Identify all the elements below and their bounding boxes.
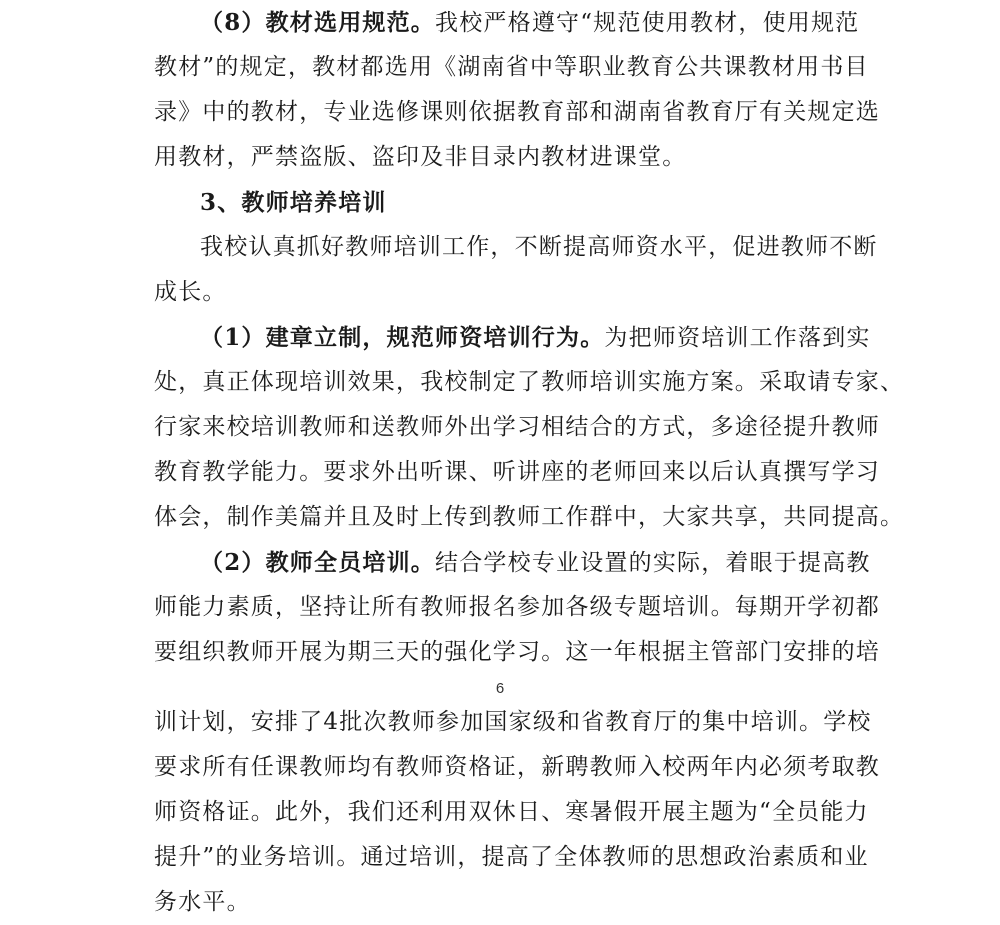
paragraph-lead-bold: （8）教材选用规范。 xyxy=(200,9,436,36)
paragraph-intro-line-1: 我校认真抓好教师培训工作，不断提高师资水平，促进教师不断 xyxy=(200,234,878,260)
paragraph-lead-bold: （2）教师全员培训。 xyxy=(200,549,436,576)
paragraph-continued-line-1: 训计划，安排了4批次教师参加国家级和省教育厅的集中培训。学校 xyxy=(154,709,872,735)
paragraph-continued-line-5: 务水平。 xyxy=(154,889,251,915)
paragraph-continued-line-2: 要求所有任课教师均有教师资格证，新聘教师入校两年内必须考取教 xyxy=(154,754,880,780)
paragraph-continued-line-3: 师资格证。此外，我们还利用双休日、寒暑假开展主题为“全员能力 xyxy=(154,799,869,825)
paragraph-textbook-line-2: 教材”的规定，教材都选用《湖南省中等职业教育公共课教材用书目 xyxy=(154,54,869,80)
document-page-bottom xyxy=(154,700,880,925)
paragraph-regulation-line-1 xyxy=(154,315,871,360)
page-number: 6 xyxy=(495,680,505,697)
paragraph-regulation-line-3: 行家来校培训教师和送教师外出学习相结合的方式，多途径提升教师 xyxy=(154,414,880,440)
paragraph-training-line-3: 要组织教师开展为期三天的强化学习。这一年根据主管部门安排的培 xyxy=(154,639,880,665)
paragraph-textbook-line-1 xyxy=(154,0,860,45)
paragraph-continued-line-4: 提升”的业务培训。通过培训，提高了全体教师的思想政治素质和业 xyxy=(154,844,869,870)
paragraph-regulation-line-4: 教育教学能力。要求外出听课、听讲座的老师回来以后认真撰写学习 xyxy=(154,459,880,485)
paragraph-textbook-line-4: 用教材，严禁盗版、盗印及非目录内教材进课堂。 xyxy=(154,144,687,170)
document-page-top xyxy=(154,0,905,675)
section-heading: 3、教师培养培训 xyxy=(200,189,387,216)
paragraph-regulation-line-5: 体会，制作美篇并且及时上传到教师工作群中，大家共享，共同提高。 xyxy=(154,504,905,530)
paragraph-training-line-2: 师能力素质，坚持让所有教师报名参加各级专题培训。每期开学初都 xyxy=(154,594,880,620)
paragraph-textbook-line-3: 录》中的教材，专业选修课则依据教育部和湖南省教育厅有关规定选 xyxy=(154,99,880,125)
paragraph-training-line-1 xyxy=(154,540,871,585)
paragraph-text: 为把师资培训工作落到实 xyxy=(604,325,871,351)
paragraph-text: 结合学校专业设置的实际，着眼于提高教 xyxy=(435,550,871,576)
paragraph-regulation-line-2: 处，真正体现培训效果，我校制定了教师培训实施方案。采取请专家、 xyxy=(154,369,905,395)
paragraph-text: 我校严格遵守“规范使用教材，使用规范 xyxy=(435,10,860,36)
paragraph-intro-line-2: 成长。 xyxy=(154,279,227,305)
paragraph-lead-bold: （1）建章立制，规范师资培训行为。 xyxy=(200,324,605,351)
